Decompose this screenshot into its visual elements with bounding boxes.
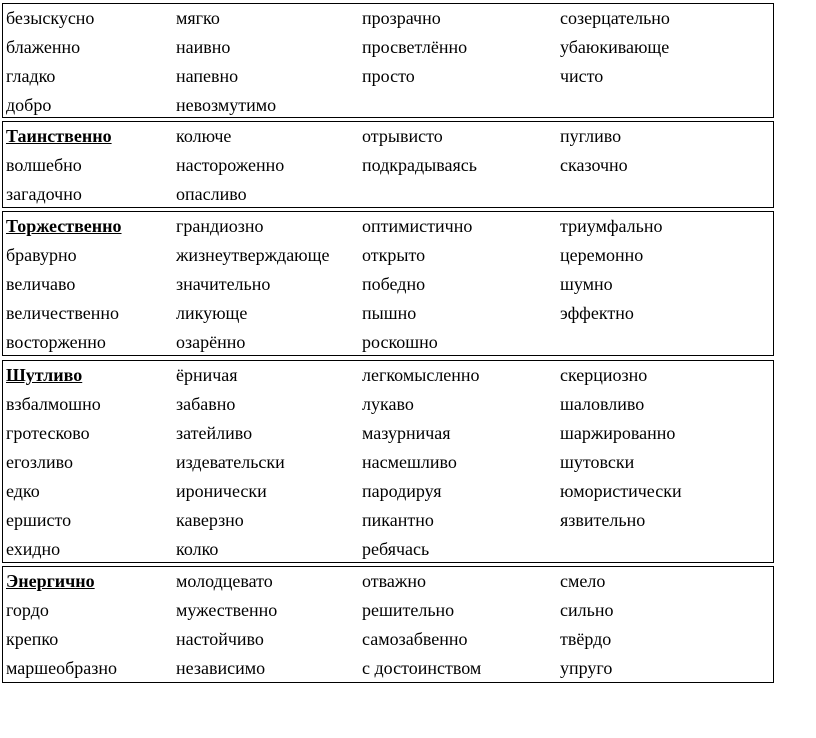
table-cell: убаюкивающе <box>560 37 670 57</box>
table-cell: взбалмошно <box>6 394 101 414</box>
table-cell: с достоинством <box>362 658 482 678</box>
table-row <box>3 62 773 91</box>
table-cell: загадочно <box>6 184 82 204</box>
table-cell: добро <box>6 95 52 115</box>
table-cell: затейливо <box>176 423 253 443</box>
table-cell: просветлённо <box>362 37 468 57</box>
table-cell: каверзно <box>176 510 244 530</box>
table-cell: шумно <box>560 274 613 294</box>
table-cell: иронически <box>176 481 267 501</box>
table-cell: егозливо <box>6 452 74 472</box>
table-row <box>3 33 773 62</box>
table-cell: насмешливо <box>362 452 457 472</box>
table-row <box>3 625 773 654</box>
table-cell: триумфально <box>560 216 663 236</box>
table-row <box>3 270 773 299</box>
section-header: Шутливо <box>6 365 83 385</box>
table-cell: значительно <box>176 274 271 294</box>
table-cell: ликующе <box>176 303 248 323</box>
table-cell: настойчиво <box>176 629 264 649</box>
table-cell: победно <box>362 274 426 294</box>
table-cell: независимо <box>176 658 266 678</box>
table-cell: настороженно <box>176 155 285 175</box>
table-cell: сказочно <box>560 155 628 175</box>
section-box-solemn <box>2 211 774 356</box>
table-cell: блаженно <box>6 37 81 57</box>
table-row <box>3 299 773 328</box>
table-cell: оптимистично <box>362 216 473 236</box>
table-cell: пышно <box>362 303 417 323</box>
table-cell: гладко <box>6 66 56 86</box>
table-cell: пародируя <box>362 481 442 501</box>
table-row <box>3 361 773 390</box>
table-cell: маршеобразно <box>6 658 117 678</box>
table-cell: сильно <box>560 600 614 620</box>
table-cell: открыто <box>362 245 426 265</box>
table-cell: волшебно <box>6 155 82 175</box>
table-cell: наивно <box>176 37 231 57</box>
table-cell: озарённо <box>176 332 246 352</box>
table-row <box>3 241 773 270</box>
table-cell: шутовски <box>560 452 635 472</box>
table-cell: язвительно <box>560 510 646 530</box>
table-cell: пикантно <box>362 510 434 530</box>
table-cell: пугливо <box>560 126 622 146</box>
table-cell: напевно <box>176 66 239 86</box>
table-cell: колко <box>176 539 219 559</box>
table-cell: прозрачно <box>362 8 441 28</box>
table-row <box>3 328 773 357</box>
table-cell: мазурничая <box>362 423 451 443</box>
table-cell: колюче <box>176 126 232 146</box>
section-header: Энергично <box>6 571 95 591</box>
table-cell: легкомысленно <box>362 365 480 385</box>
table-row <box>3 390 773 419</box>
table-cell: невозмутимо <box>176 95 277 115</box>
table-row <box>3 654 773 683</box>
table-row <box>3 596 773 625</box>
table-cell: безыскусно <box>6 8 95 28</box>
table-cell: опасливо <box>176 184 247 204</box>
table-row <box>3 567 773 596</box>
table-row <box>3 151 773 180</box>
section-box-energetic <box>2 566 774 683</box>
table-cell: эффектно <box>560 303 634 323</box>
table-row <box>3 535 773 564</box>
table-cell: мягко <box>176 8 220 28</box>
section-box-playful <box>2 360 774 563</box>
table-cell: гордо <box>6 600 49 620</box>
table-cell: шаржированно <box>560 423 676 443</box>
table-cell: скерциозно <box>560 365 648 385</box>
table-cell: шаловливо <box>560 394 645 414</box>
table-row <box>3 448 773 477</box>
table-row <box>3 419 773 448</box>
table-row <box>3 477 773 506</box>
table-cell: молодцевато <box>176 571 273 591</box>
table-cell: ёрничая <box>176 365 238 385</box>
table-cell: роскошно <box>362 332 438 352</box>
table-cell: жизнеутверждающе <box>176 245 330 265</box>
table-row <box>3 506 773 535</box>
section-header: Таинственно <box>6 126 112 146</box>
table-cell: мужественно <box>176 600 278 620</box>
table-cell: крепко <box>6 629 59 649</box>
table-row <box>3 180 773 209</box>
table-cell: величаво <box>6 274 76 294</box>
table-cell: упруго <box>560 658 613 678</box>
section-box-1 <box>2 3 774 118</box>
table-cell: созерцательно <box>560 8 670 28</box>
table-cell: восторженно <box>6 332 106 352</box>
table-cell: чисто <box>560 66 604 86</box>
table-cell: грандиозно <box>176 216 264 236</box>
table-cell: ребячась <box>362 539 430 559</box>
table-cell: едко <box>6 481 40 501</box>
table-cell: самозабвенно <box>362 629 468 649</box>
table-cell: юмористически <box>560 481 682 501</box>
table-cell: ершисто <box>6 510 72 530</box>
table-cell: бравурно <box>6 245 77 265</box>
table-cell: твёрдо <box>560 629 612 649</box>
table-cell: ехидно <box>6 539 61 559</box>
table-cell: смело <box>560 571 606 591</box>
table-cell: лукаво <box>362 394 414 414</box>
section-box-mysterious <box>2 121 774 208</box>
table-cell: отрывисто <box>362 126 443 146</box>
table-row <box>3 91 773 120</box>
table-cell: гротесково <box>6 423 90 443</box>
table-cell: издевательски <box>176 452 285 472</box>
table-cell: отважно <box>362 571 426 591</box>
table-cell: просто <box>362 66 415 86</box>
table-row <box>3 212 773 241</box>
table-row <box>3 122 773 151</box>
section-header: Торжественно <box>6 216 122 236</box>
table-cell: решительно <box>362 600 455 620</box>
table-cell: подкрадываясь <box>362 155 477 175</box>
table-row <box>3 4 773 33</box>
table-cell: величественно <box>6 303 119 323</box>
table-cell: церемонно <box>560 245 644 265</box>
table-cell: забавно <box>176 394 236 414</box>
